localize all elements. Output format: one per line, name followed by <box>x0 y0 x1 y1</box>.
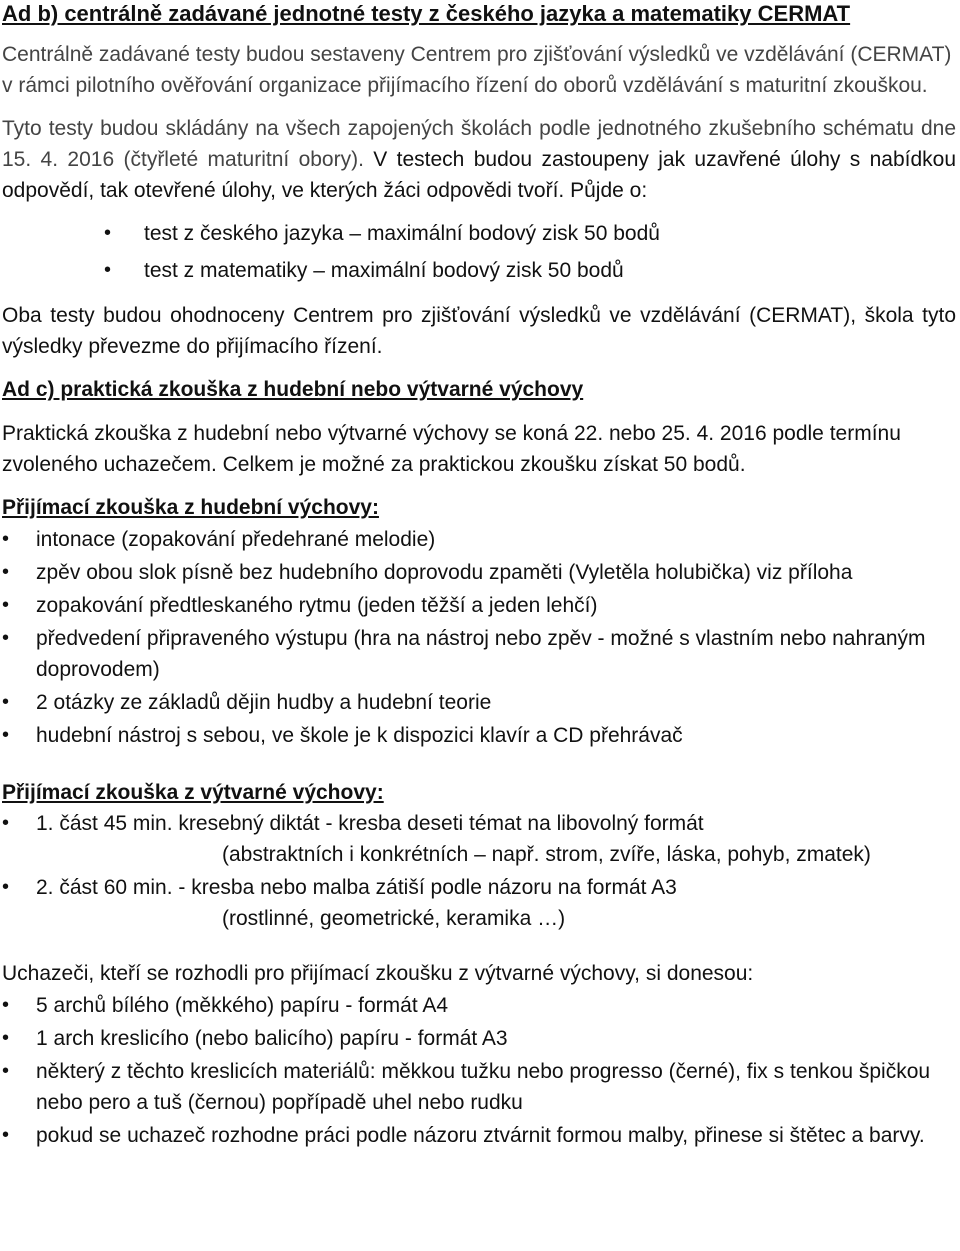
supplies-intro: Uchazeči, kteří se rozhodli pro přijímací zkoušku z výtvarné výchovy, si donesou: <box>2 962 754 985</box>
section-b-para2 <box>2 113 956 206</box>
list-item: • některý z těchto kreslicích materiálů: měkkou tužku nebo progresso (černé), fix s tenkou špičkou nebo pero a tuš (černou) popřípadě uhel nebo rudku <box>2 1056 956 1118</box>
supplies-list <box>2 990 956 1151</box>
art-heading: Přijímací zkouška z výtvarné výchovy: <box>2 781 384 804</box>
list-item <box>2 872 956 934</box>
art-item-line1: 1. část 45 min. kresebný diktát - kresba deseti témat na libovolný formát <box>36 812 704 835</box>
list-item: • 5 archů bílého (měkkého) papíru - formát A4 <box>2 990 956 1021</box>
art-item-line2: (rostlinné, geometrické, keramika …) <box>222 907 566 930</box>
list-item: • zpěv obou slok písně bez hudebního doprovodu zpaměti (Vyletěla holubička) viz příloha <box>2 557 956 588</box>
list-item: • zopakování předtleskaného rytmu (jeden těžší a jeden lehčí) <box>2 590 956 621</box>
section-b-para1: Centrálně zadávané testy budou sestaveny Centrem pro zjišťování výsledků ve vzdělávání (CERMAT) v rámci pilotního ověřování organizace přijímacího řízení do oborů vzdělávání s maturitní zkouškou. <box>2 43 952 97</box>
list-item: • test z českého jazyka – maximální bodový zisk 50 bodů <box>104 218 956 249</box>
art-item-line2: (abstraktních i konkrétních – např. strom, zvíře, láska, pohyb, zmatek) <box>222 843 871 866</box>
list-item: • hudební nástroj s sebou, ve škole je k dispozici klavír a CD přehrávač <box>2 720 956 751</box>
art-list <box>2 808 956 934</box>
list-item: • 2 otázky ze základů dějin hudby a hudební teorie <box>2 687 956 718</box>
list-item: • 1 arch kreslicího (nebo balicího) papíru - formát A3 <box>2 1023 956 1054</box>
list-item <box>2 808 956 870</box>
section-b-para2-a: Tyto testy budou skládány na všech zapojených školách podle jednotného zkušebního schématu dne 15. 4. 2016 (čtyřleté maturitní obory). <box>2 117 956 171</box>
music-list <box>2 524 956 751</box>
tests-list <box>104 218 956 286</box>
list-item: • test z matematiky – maximální bodový zisk 50 bodů <box>104 255 956 286</box>
section-b-para3: Oba testy budou ohodnoceny Centrem pro zjišťování výsledků ve vzdělávání (CERMAT), škola tyto výsledky převezme do přijímacího řízení. <box>2 304 956 358</box>
art-item-line1: 2. část 60 min. - kresba nebo malba zátiší podle názoru na formát A3 <box>36 876 677 899</box>
list-item: • předvedení připraveného výstupu (hra na nástroj nebo zpěv - možné s vlastním nebo nahraným doprovodem) <box>2 623 956 685</box>
list-item: • intonace (zopakování předehrané melodie) <box>2 524 956 555</box>
list-item: • pokud se uchazeč rozhodne práci podle názoru ztvárnit formou malby, přinese si štětec a barvy. <box>2 1120 956 1151</box>
section-c-para1: Praktická zkouška z hudební nebo výtvarné výchovy se koná 22. nebo 25. 4. 2016 podle termínu zvoleného uchazečem. Celkem je možné za praktickou zkoušku získat 50 bodů. <box>2 422 901 476</box>
section-c-heading: Ad c) praktická zkouška z hudební nebo výtvarné výchovy <box>2 378 584 401</box>
section-b-para2-b: V testech budou zastoupeny jak uzavřené úlohy s nabídkou odpovědí, tak otevřené úlohy, ve kterých žáci odpovědi tvoří. Půjde o: <box>2 148 956 202</box>
section-b-heading: Ad b) centrálně zadávané jednotné testy z českého jazyka a matematiky CERMAT <box>2 1 851 26</box>
music-heading: Přijímací zkouška z hudební výchovy: <box>2 496 379 519</box>
